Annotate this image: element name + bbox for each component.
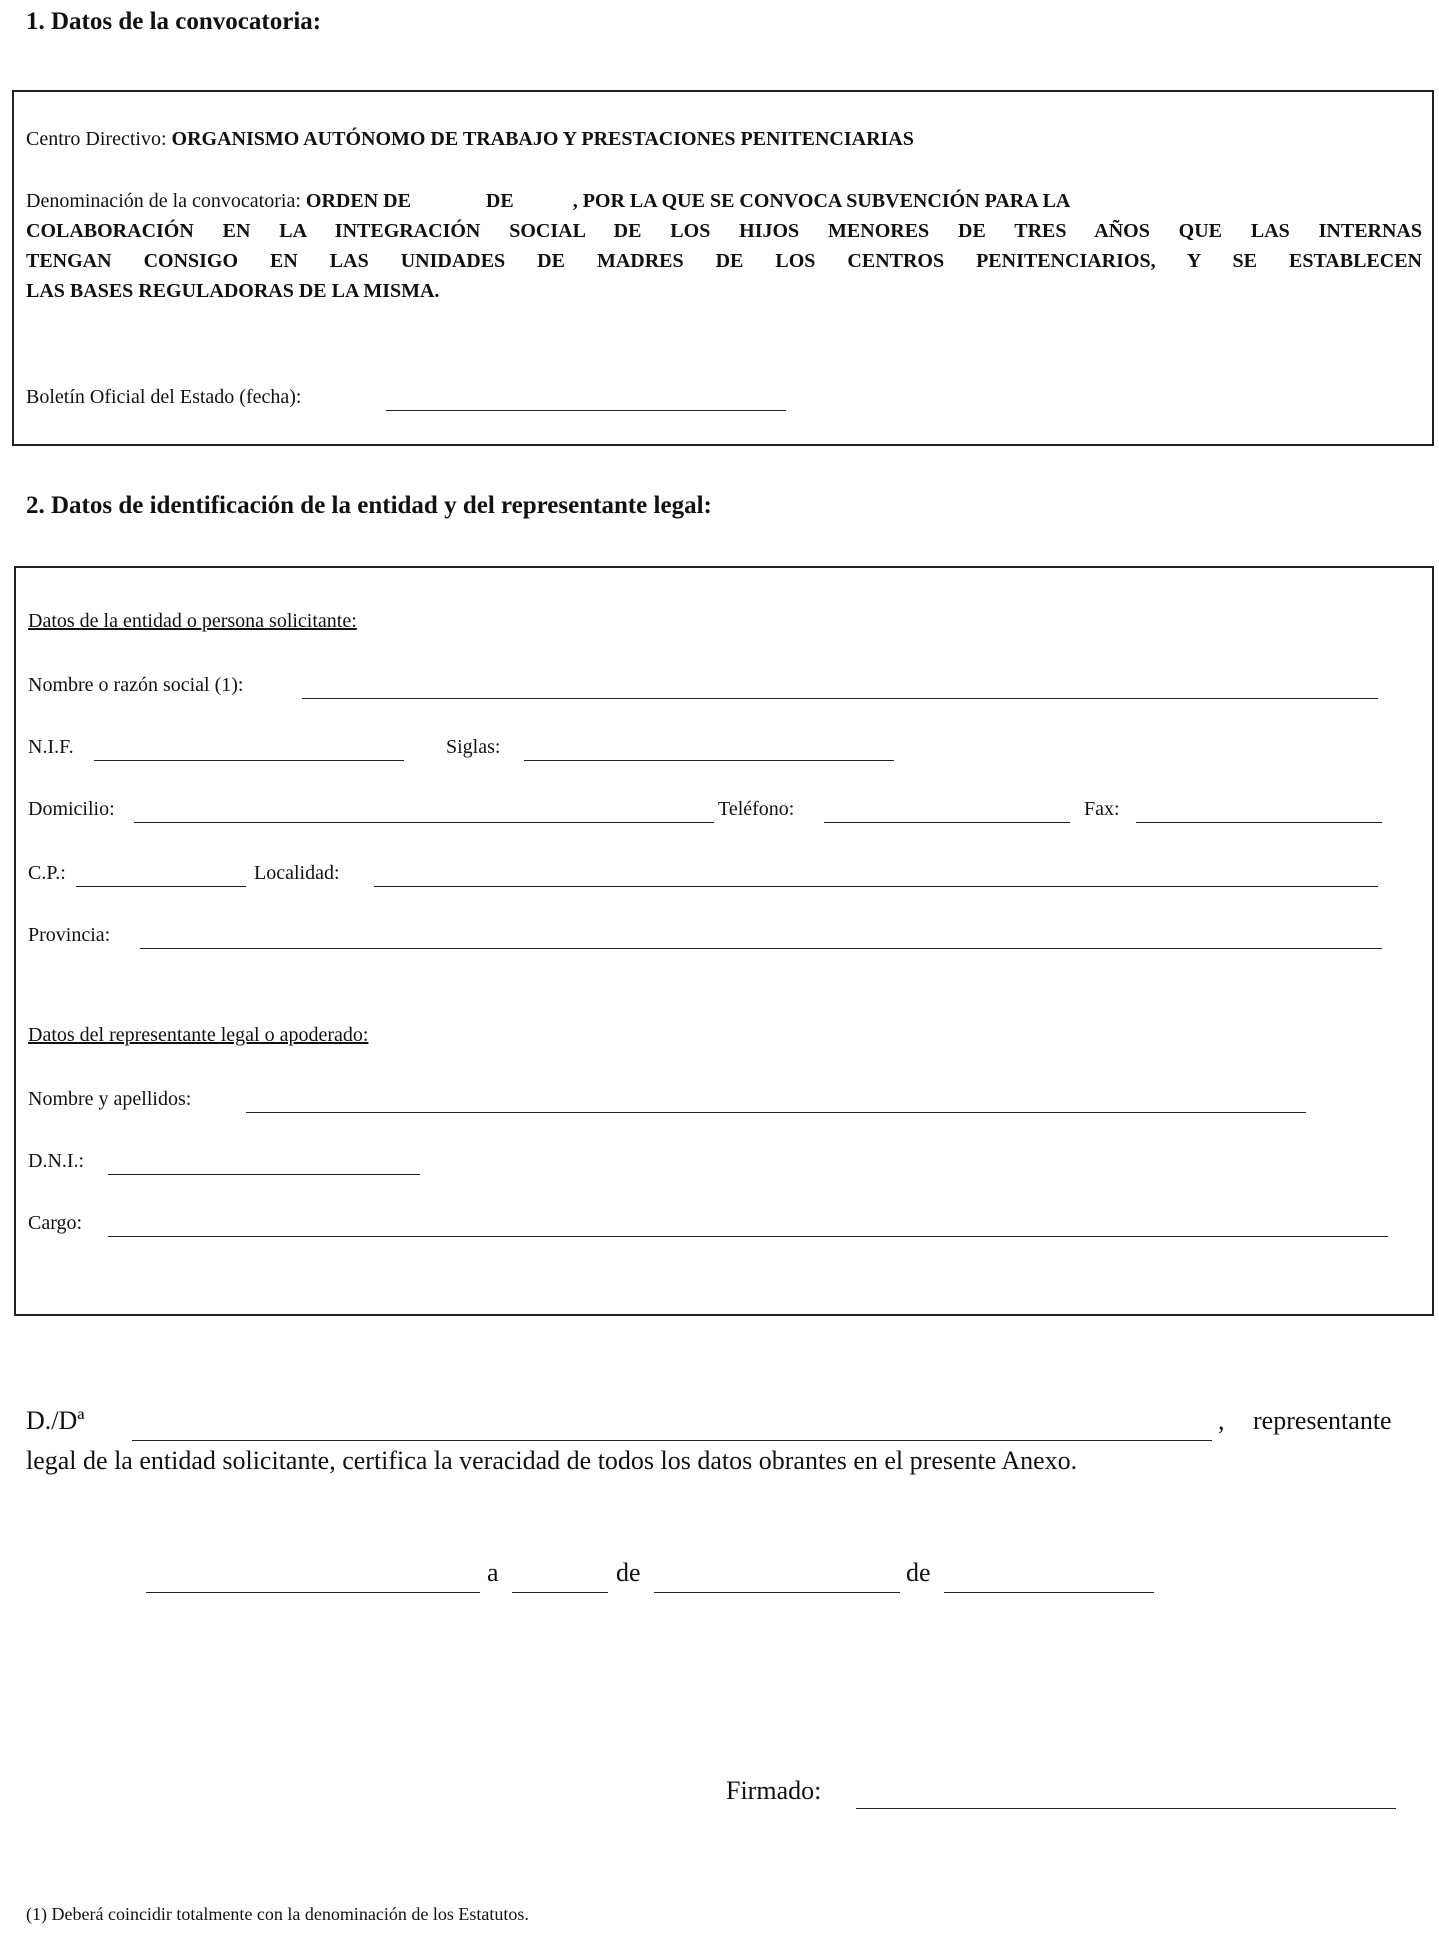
denominacion-line-3: TENGAN CONSIGO EN LAS UNIDADES DE MADRES DE LOS CENTROS PENITENCIARIOS, Y SE ESTABLECEN (26, 250, 1422, 272)
cp-line[interactable] (76, 886, 246, 887)
denominacion-label: Denominación de la convocatoria: (26, 190, 301, 212)
dni-label: D.N.I.: (28, 1150, 85, 1172)
section2-heading: 2. Datos de identificación de la entidad y del representante legal: (26, 492, 712, 519)
provincia-line[interactable] (140, 948, 1382, 949)
convocatoria-box (12, 90, 1434, 446)
representante-subtitle: Datos del representante legal o apoderado: (28, 1024, 369, 1046)
boletin-label: Boletín Oficial del Estado (fecha): (26, 386, 302, 408)
date-de1-text: de (616, 1558, 641, 1587)
domicilio-label: Domicilio: (28, 798, 115, 820)
month-line[interactable] (654, 1592, 900, 1593)
fax-line[interactable] (1136, 822, 1382, 823)
identificacion-box (14, 566, 1434, 1316)
denominacion-line-4: LAS BASES REGULADORAS DE LA MISMA. (26, 280, 440, 302)
orden-de-text: ORDEN DE (305, 190, 411, 212)
centro-directivo-label: Centro Directivo: (26, 128, 167, 150)
fax-label: Fax: (1084, 798, 1120, 820)
cp-label: C.P.: (28, 862, 66, 884)
day-line[interactable] (512, 1592, 608, 1593)
localidad-line[interactable] (374, 886, 1378, 887)
date-a-text: a (487, 1558, 499, 1587)
year-line[interactable] (944, 1592, 1154, 1593)
domicilio-line[interactable] (134, 822, 714, 823)
dni-line[interactable] (108, 1174, 420, 1175)
telefono-line[interactable] (824, 822, 1070, 823)
section1-heading: 1. Datos de la convocatoria: (26, 8, 322, 35)
dd-name-line[interactable] (132, 1440, 1212, 1441)
representante-word: representante (1253, 1406, 1392, 1435)
de-text: DE (485, 190, 514, 212)
siglas-line[interactable] (524, 760, 894, 761)
nombre-razon-social-line[interactable] (302, 698, 1378, 699)
provincia-label: Provincia: (28, 924, 111, 946)
nif-label: N.I.F. (28, 736, 74, 758)
centro-directivo-value: ORGANISMO AUTÓNOMO DE TRABAJO Y PRESTACIONES PENITENCIARIAS (171, 128, 914, 150)
date-de2-text: de (906, 1558, 931, 1587)
nombre-razon-social-label: Nombre o razón social (1): (28, 674, 244, 696)
nif-line[interactable] (94, 760, 404, 761)
centro-directivo-row (26, 128, 914, 151)
certification-comma: , (1218, 1406, 1225, 1435)
boletin-fecha-line[interactable] (386, 410, 786, 411)
telefono-label: Teléfono: (718, 798, 795, 820)
signature-line[interactable] (856, 1808, 1396, 1809)
siglas-label: Siglas: (446, 736, 501, 758)
certification-line-2: legal de la entidad solicitante, certifica la veracidad de todos los datos obrantes en el presente Anexo. (26, 1446, 1078, 1475)
entidad-subtitle: Datos de la entidad o persona solicitante: (28, 610, 357, 632)
denominacion-line1-rest: , POR LA QUE SE CONVOCA SUBVENCIÓN PARA LA (572, 190, 1071, 212)
cargo-line[interactable] (108, 1236, 1388, 1237)
nombre-apellidos-line[interactable] (246, 1112, 1306, 1113)
footnote: (1) Deberá coincidir totalmente con la denominación de los Estatutos. (26, 1904, 529, 1924)
localidad-label: Localidad: (254, 862, 340, 884)
dd-label: D./Dª (26, 1406, 85, 1435)
firmado-label: Firmado: (726, 1776, 822, 1805)
nombre-apellidos-label: Nombre y apellidos: (28, 1088, 192, 1110)
denominacion-line-1 (26, 190, 1422, 213)
cargo-label: Cargo: (28, 1212, 83, 1234)
denominacion-line-2: COLABORACIÓN EN LA INTEGRACIÓN SOCIAL DE LOS HIJOS MENORES DE TRES AÑOS QUE LAS INTERNAS (26, 220, 1422, 242)
place-line[interactable] (146, 1592, 480, 1593)
